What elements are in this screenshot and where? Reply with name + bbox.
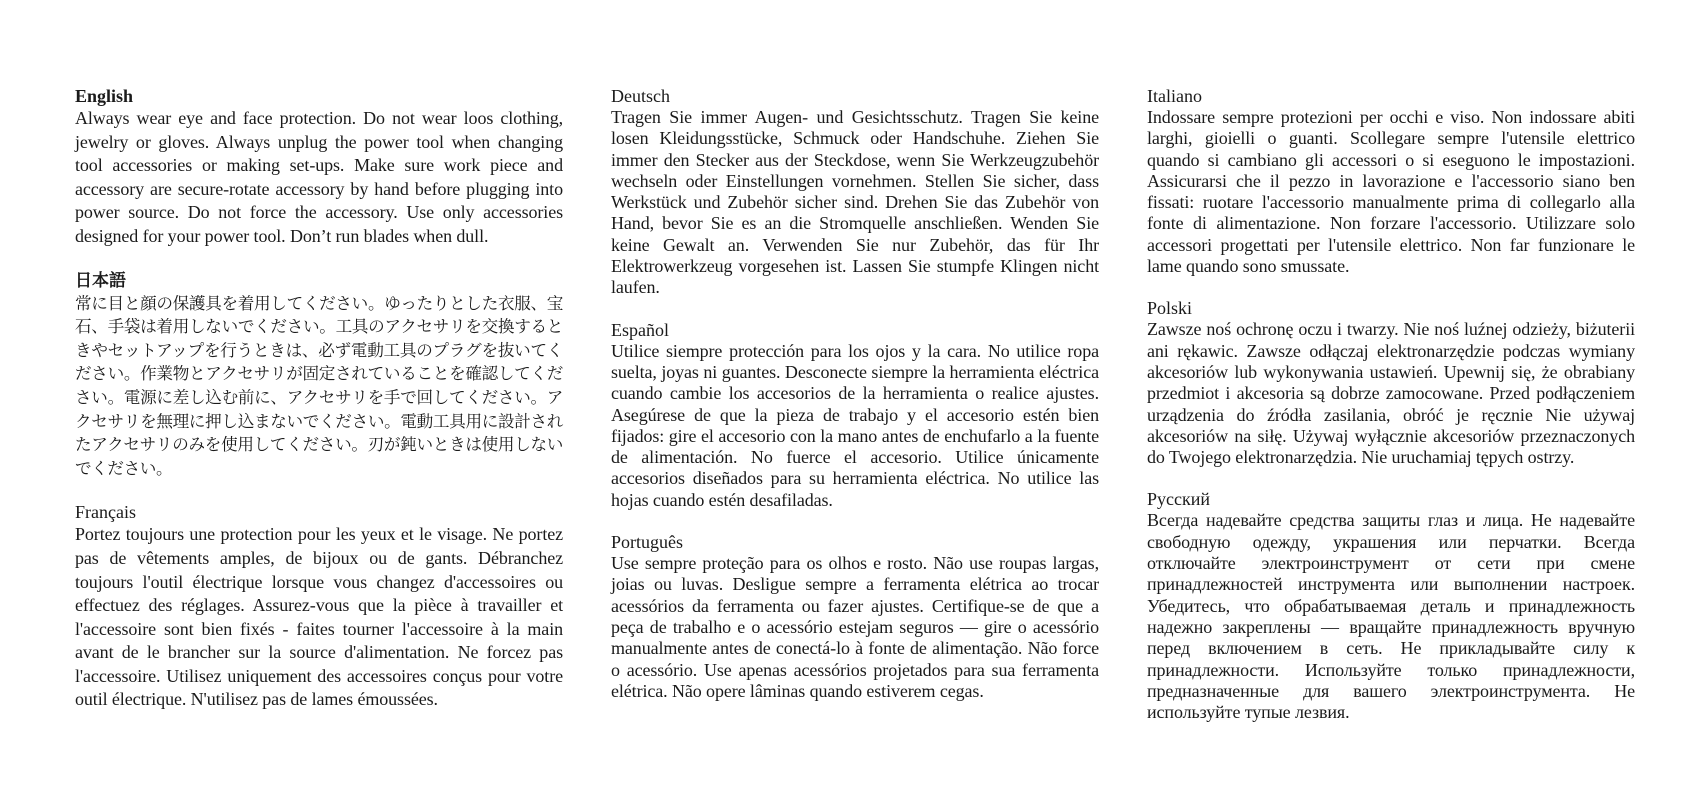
section-polish (1147, 298, 1635, 468)
section-text-russian: Всегда надевайте средства защиты глаз и лица. Не надевайте свободную одежду, украшения или перчатки. Всегда отключайте электроинструмент от сети при смене принадлежностей инструмента или выполнении настроек. Убедитесь, что обрабатываемая деталь и принадлежность надежно закреплены — вращайте принадлежность вручную перед включением в сеть. Не прикладывайте силу к принадлежности. Используйте только принадлежности, предназначенные для вашего электроинструмента. Не используйте тупые лезвия. (1147, 510, 1635, 723)
section-portuguese (611, 532, 1099, 702)
column-left (75, 86, 563, 734)
section-heading-english: English (75, 86, 134, 106)
section-french (75, 502, 563, 712)
section-heading-spanish: Español (611, 319, 669, 340)
section-heading-russian: Русский (1147, 489, 1210, 510)
section-japanese (75, 271, 563, 481)
section-text-polish: Zawsze noś ochronę oczu i twarzy. Nie noś luźnej odzieży, biżuterii ani rękawic. Zawsze odłączaj elektronarzędzie podczas wymiany akcesoriów lub wykonywania ustawień. Upewnij się, że obrabiany przedmiot i akcesoria są dobrze zamocowane. Przed podłączeniem urządzenia do źródła zasilania, obróć je ręcznie Nie używaj akcesoriów na siłę. Używaj wyłącznie akcesoriów przeznaczonych do Twojego elektronarzędzia. Nie uruchamiaj tępych ostrzy. (1147, 319, 1635, 468)
section-russian (1147, 489, 1635, 723)
section-text-spanish: Utilice siempre protección para los ojos y la cara. No utilice ropa suelta, joyas ni guantes. Desconecte siempre la herramienta eléctrica cuando cambie los accesorios de la herramienta o realice ajustes. Asegúrese de que la pieza de trabajo y el accesorio estén bien fijados: gire el accesorio con la mano antes de enchufarlo a la fuente de alimentación. No fuerce el accesorio. Utilice únicamente accesorios diseñados para su herramienta eléctrica. No utilice las hojas cuando estén desafiladas. (611, 340, 1099, 510)
section-heading-polish: Polski (1147, 298, 1193, 319)
section-german (611, 86, 1099, 299)
section-text-english: Always wear eye and face protection. Do not wear loos clothing, jewelry or gloves. Always unplug the power tool when changing tool accessories or making set-ups. Make sure work piece and accessory are secure-rotate accessory by hand before plugging into power source. Do not force the accessory. Use only accessories designed for your power tool. Don’t run blades when dull. (75, 108, 563, 246)
section-text-italian: Indossare sempre protezioni per occhi e viso. Non indossare abiti larghi, gioielli o guanti. Scollegare sempre l'utensile elettrico quando si cambiano gli accessori o si eseguono le impostazioni. Assicurarsi che il pezzo in lavorazione e l'accessorio siano ben fissati: ruotare l'accessorio manualmente prima di collegarlo alla fonte di alimentazione. Non forzare l'accessorio. Utilizzare solo accessori progettati per l'utensile elettrico. Non far funzionare le lame quando sono smussate. (1147, 107, 1635, 277)
section-heading-italian: Italiano (1147, 86, 1202, 106)
section-text-french: Portez toujours une protection pour les yeux et le visage. Ne portez pas de vêtements amples, de bijoux ou de gants. Débranchez toujours l'outil électrique lorsque vous changez d'accessoires ou effectuez des réglages. Assurez-vous que la pièce à travailler et l'accessoire sont bien fixés - faites tourner l'accessoire à la main avant de le brancher sur la source d'alimentation. Ne forcez pas l'accessoire. Utilisez uniquement des accessoires conçus pour votre outil électrique. N'utilisez pas de lames émoussées. (75, 524, 563, 710)
section-spanish (611, 320, 1099, 511)
column-right (1147, 86, 1635, 744)
column-middle (611, 86, 1099, 723)
section-heading-french: Français (75, 502, 136, 523)
section-english (75, 86, 563, 249)
section-heading-german: Deutsch (611, 86, 670, 106)
section-text-portuguese: Use sempre proteção para os olhos e rosto. Não use roupas largas, joias ou luvas. Desligue sempre a ferramenta elétrica ao trocar acessórios da ferramenta ou fazer ajustes. Certifique-se de que a peça de trabalho e o acessório estejam seguros — gire o acessório manualmente antes de conectá-lo à fonte de alimentação. Não force o acessório. Use apenas acessórios projetados para sua ferramenta elétrica. Não opere lâminas quando estiverem cegas. (611, 553, 1099, 701)
section-heading-portuguese: Português (611, 532, 683, 553)
section-italian (1147, 86, 1635, 277)
section-text-german: Tragen Sie immer Augen- und Gesichtsschutz. Tragen Sie keine losen Kleidungsstücke, Schmuck oder Handschuhe. Ziehen Sie immer den Stecker aus der Steckdose, wenn Sie Werkzeugzubehör wechseln oder Einstellungen vornehmen. Stellen Sie sicher, dass Werkstück und Zubehör sicher sind. Drehen Sie das Zubehör von Hand, bevor Sie es an die Stromquelle anschließen. Wenden Sie keine Gewalt an. Verwenden Sie nur Zubehör, das für Ihr Elektrowerkzeug vorgesehen ist. Lassen Sie stumpfe Klingen nicht laufen. (611, 107, 1099, 298)
section-text-japanese: 常に目と顔の保護具を着用してください。ゆったりとした衣服、宝石、手袋は着用しないでください。工具のアクセサリを交換するときやセットアップを行うときは、必ず電動工具のプラグを抜いてください。作業物とアクセサリが固定されていることを確認してください。電源に差し込む前に、アクセサリを手で回してください。アクセサリを無理に押し込まないでください。電動工具用に設計されたアクセサリのみを使用してください。刃が鈍いときは使用しないでください。 (75, 293, 563, 478)
section-heading-japanese: 日本語 (75, 270, 126, 291)
